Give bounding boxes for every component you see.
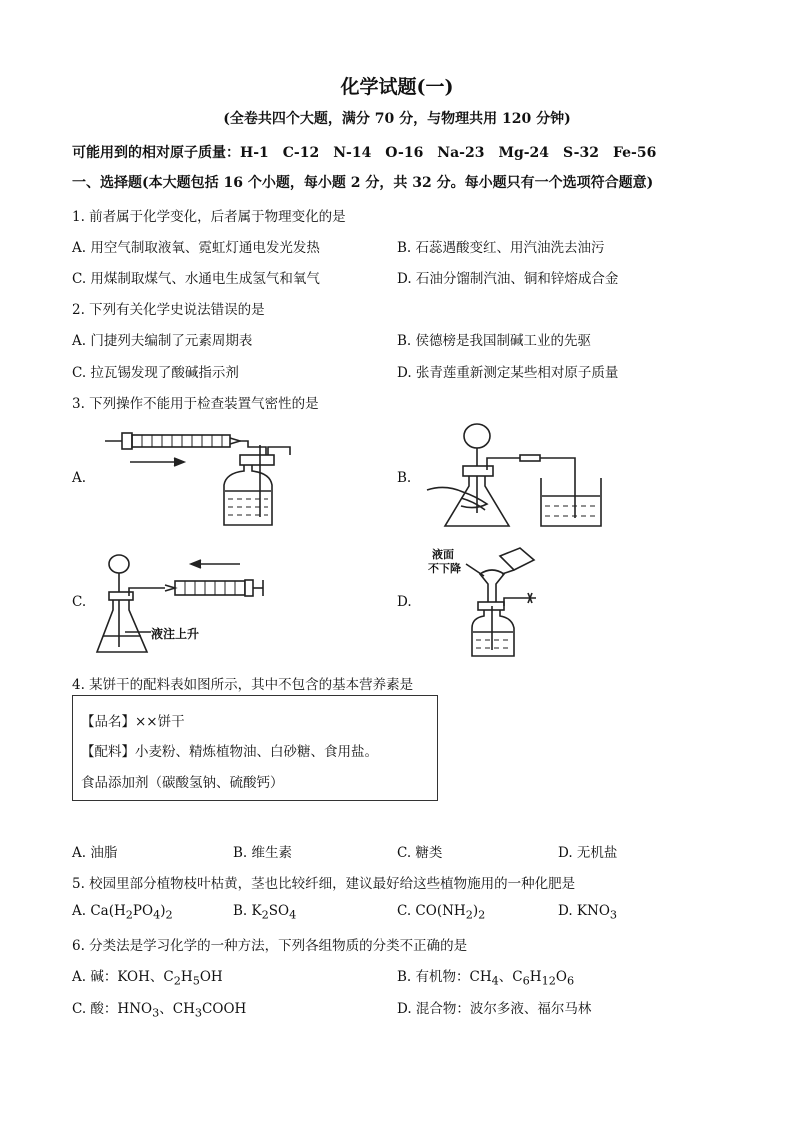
q4-option-c: C. 糖类 <box>397 845 443 861</box>
exam-info: (全卷共四个大题，满分 70 分，与物理共用 120 分钟) <box>223 111 571 127</box>
q6-option-d: D. 混合物：波尔多液、福尔马林 <box>397 1001 592 1017</box>
q6-option-b: B. 有机物：$CH_4$、$C_6H_{12}O_6$ <box>397 969 575 988</box>
additives: 食品添加剂（碳酸氢钠、硫酸钙） <box>81 775 284 791</box>
d-note-line2: 不下降 <box>428 563 461 575</box>
water-pour-apparatus <box>428 546 558 658</box>
q6-option-c: C. 酸：$HNO_3$、$CH_3COOH$ <box>72 1001 247 1020</box>
q3-option-d: D. <box>397 594 412 610</box>
syringe-push-apparatus <box>100 425 300 535</box>
question-4-stem: 4. 某饼干的配料表如图所示，其中不包含的基本营养素是 <box>72 677 414 693</box>
q3-option-b: B. <box>397 470 412 486</box>
question-6-stem: 6. 分类法是学习化学的一种方法，下列各组物质的分类不正确的是 <box>72 938 468 954</box>
q2-option-a: A. 门捷列夫编制了元素周期表 <box>72 333 253 349</box>
q6-option-a: A. 碱：KOH、$C_2H_5OH$ <box>72 969 223 988</box>
question-2-stem: 2. 下列有关化学史说法错误的是 <box>72 302 265 318</box>
q2-option-d: D. 张青莲重新测定某些相对原子质量 <box>397 365 619 381</box>
section-heading: 一、选择题(本大题包括 16 个小题，每小题 2 分，共 32 分。每小题只有一个选项符合题意) <box>72 175 654 191</box>
q1-option-b: B. 石蕊遇酸变红、用汽油洗去油污 <box>397 240 605 256</box>
q3-option-c: C. <box>72 594 87 610</box>
c-note-label: 液注上升 <box>151 627 200 641</box>
page-title: 化学试题(一) <box>340 76 454 98</box>
q1-option-a: A. 用空气制取液氧、霓虹灯通电发光发热 <box>72 240 320 256</box>
question-5-stem: 5. 校园里部分植物枝叶枯黄，茎也比较纤细，建议最好给这些植物施用的一种化肥是 <box>72 876 576 892</box>
question-3-stem: 3. 下列操作不能用于检查装置气密性的是 <box>72 396 319 412</box>
product-name: 【品名】××饼干 <box>81 714 185 730</box>
q5-option-a: A. $Ca(H_2PO_4)_2$ <box>72 903 173 922</box>
atomic-masses: 可能用到的相对原子质量：H-1 C-12 N-14 O-16 Na-23 Mg-24 S-32 Fe-56 <box>72 145 657 161</box>
q2-option-c: C. 拉瓦锡发现了酸碱指示剂 <box>72 365 239 381</box>
syringe-pull-flask-apparatus <box>95 552 270 657</box>
q5-option-d: D. $KNO_3$ <box>558 903 618 922</box>
ingredient-label-box <box>72 695 438 801</box>
q5-option-c: C. $CO(NH_2)_2$ <box>397 903 486 922</box>
d-note-line1: 液面 <box>432 549 454 561</box>
q5-option-b: B. $K_2SO_4$ <box>233 903 297 922</box>
q1-option-c: C. 用煤制取煤气、水通电生成氢气和氧气 <box>72 271 320 287</box>
q4-option-d: D. 无机盐 <box>558 845 618 861</box>
q1-option-d: D. 石油分馏制汽油、铜和锌熔成合金 <box>397 271 619 287</box>
ingredients: 【配料】小麦粉、精炼植物油、白砂糖、食用盐。 <box>81 744 378 760</box>
question-1-stem: 1. 前者属于化学变化，后者属于物理变化的是 <box>72 209 346 225</box>
q4-option-a: A. 油脂 <box>72 845 118 861</box>
hand-warming-flask-apparatus <box>425 418 605 533</box>
q2-option-b: B. 侯德榜是我国制碱工业的先驱 <box>397 333 592 349</box>
q3-option-a: A. <box>72 470 87 486</box>
q4-option-b: B. 维生素 <box>233 845 293 861</box>
